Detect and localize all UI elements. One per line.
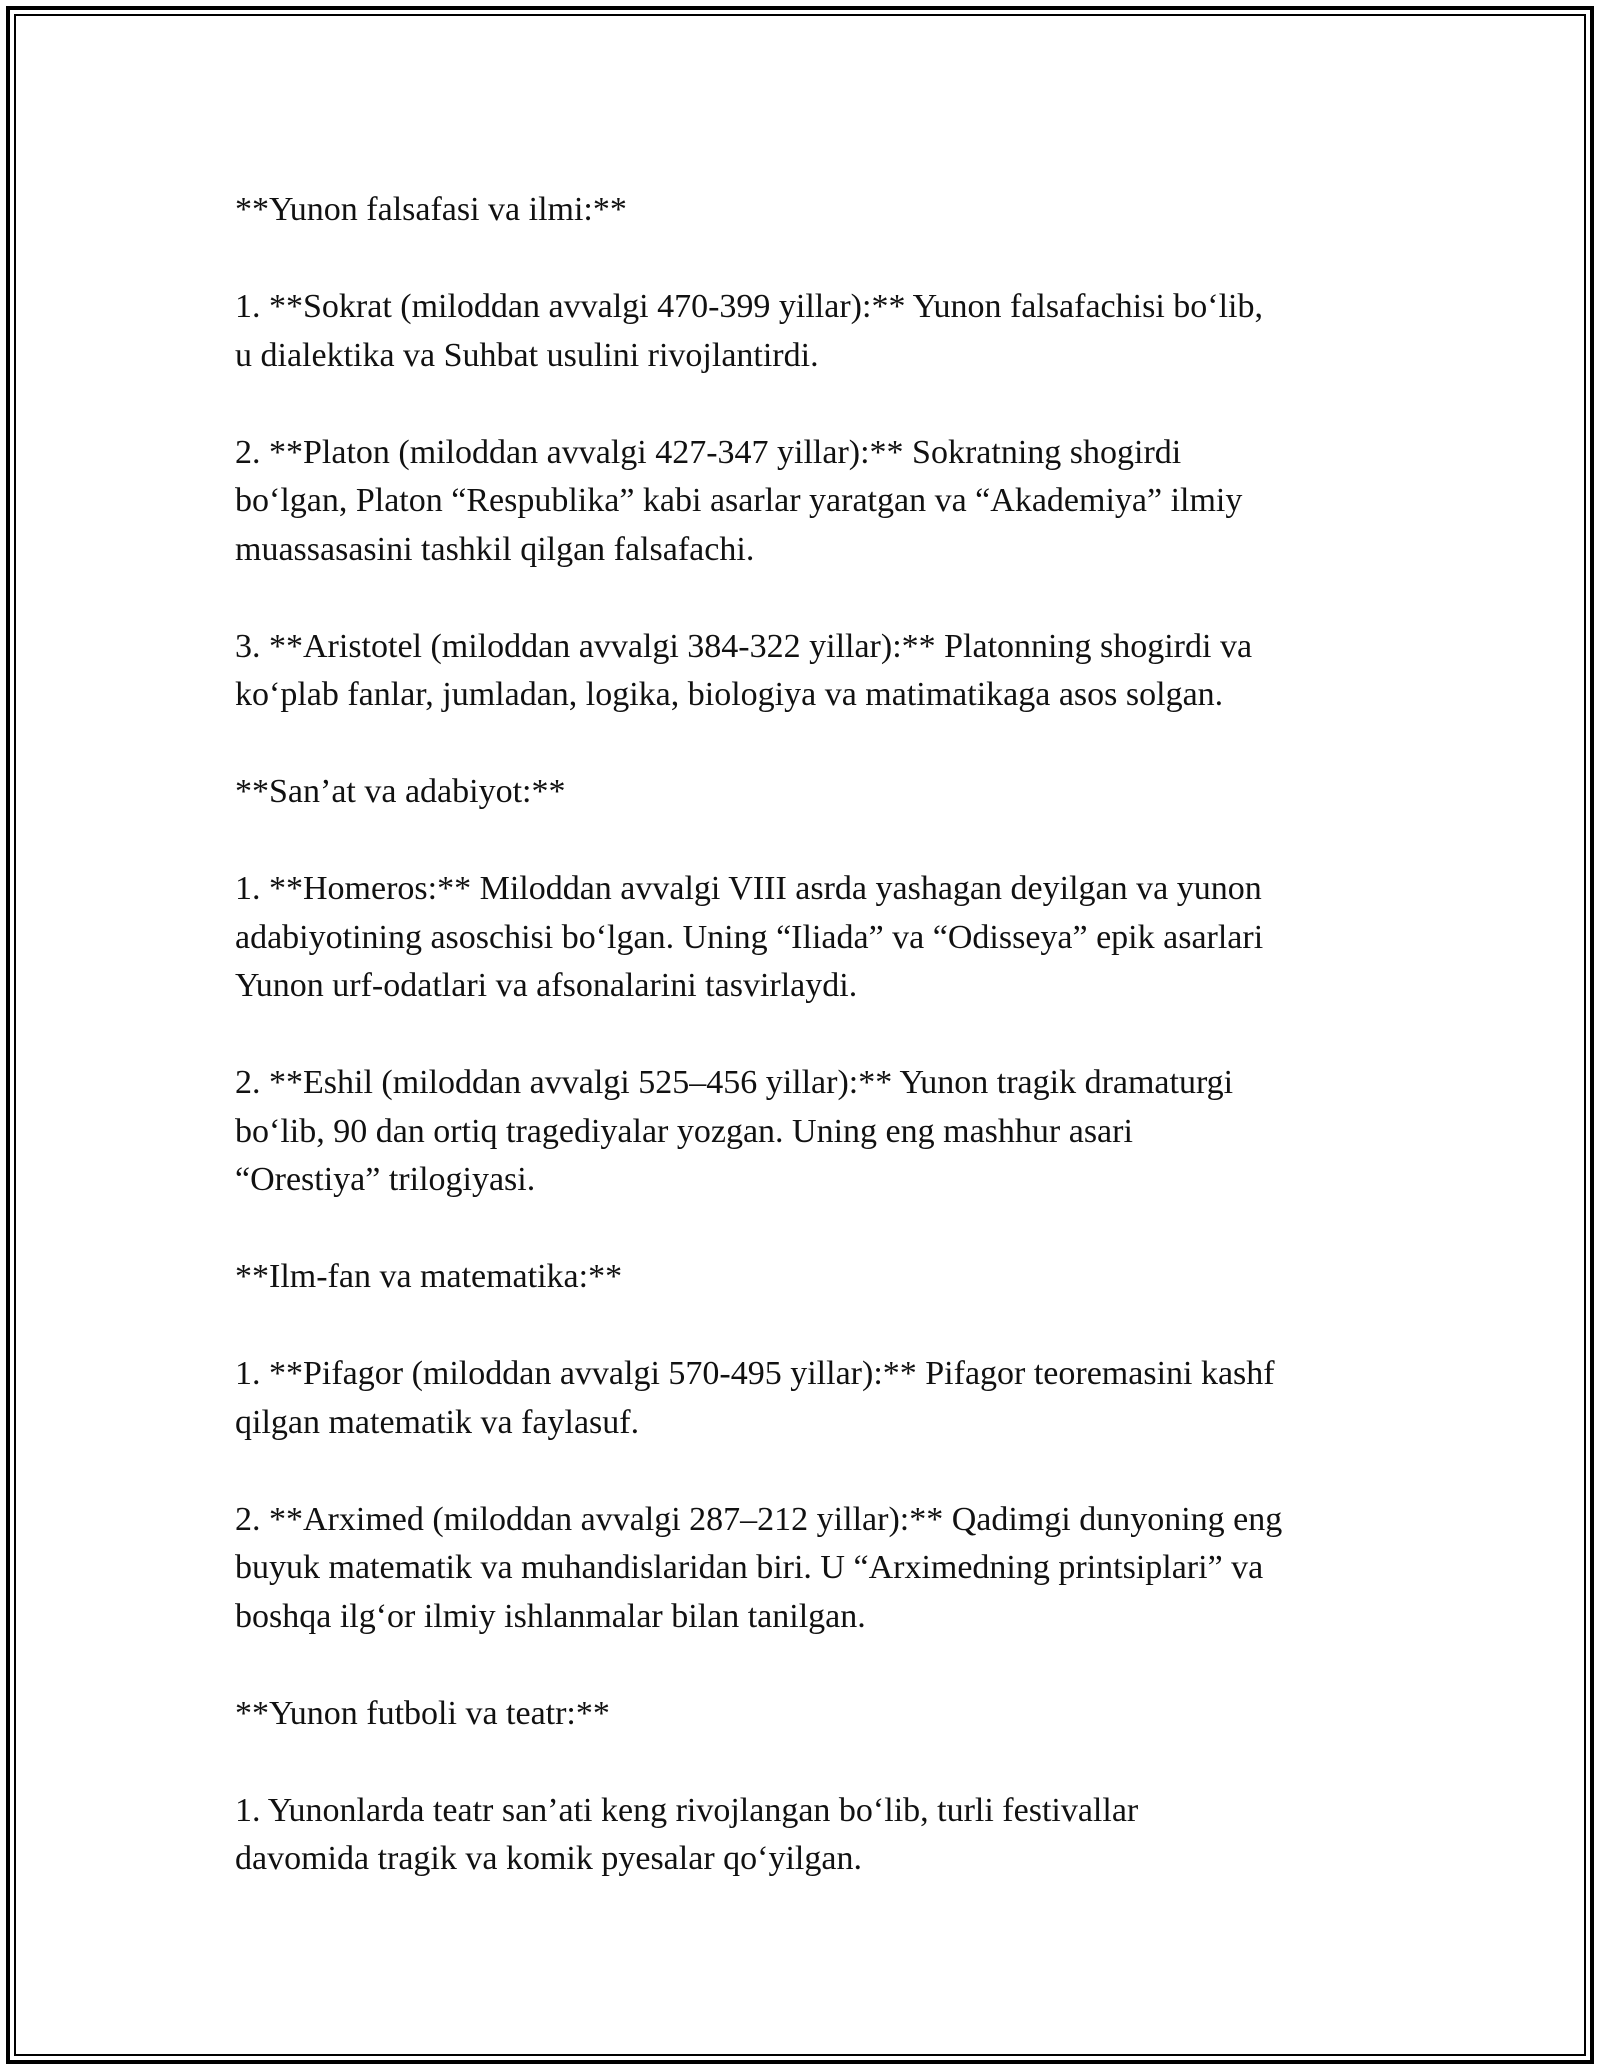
text-line: davomida tragik va komik pyesalar qo‘yilgan. [235,1840,862,1877]
text-line: **Yunon falsafasi va ilmi:** [235,191,627,228]
text-line: 1. **Homeros:** Miloddan avvalgi VIII asrda yashagan deyilgan va yunon [235,870,1262,907]
section-heading-art [235,768,1385,817]
text-line: **Ilm-fan va matematika:** [235,1258,623,1295]
text-line: 1. **Sokrat (miloddan avvalgi 470-399 yillar):** Yunon falsafachisi bo‘lib, [235,288,1263,325]
text-line: ko‘plab fanlar, jumladan, logika, biologiya va matimatikaga asos solgan. [235,676,1224,713]
list-item-theatre [235,1787,1385,1884]
section-heading-science [235,1253,1385,1302]
text-line: 1. **Pifagor (miloddan avvalgi 570-495 yillar):** Pifagor teoremasini kashf [235,1355,1275,1392]
text-line: “Orestiya” trilogiyasi. [235,1161,536,1198]
text-line: **San’at va adabiyot:** [235,773,566,810]
list-item-platon [235,429,1385,575]
text-line: 2. **Arximed (miloddan avvalgi 287–212 yillar):** Qadimgi dunyoning eng [235,1500,1283,1538]
text-line: 3. **Aristotel (miloddan avvalgi 384-322 yillar):** Platonning shogirdi va [235,627,1253,665]
list-item-homeros [235,865,1385,1011]
text-line: 2. **Eshil (miloddan avvalgi 525–456 yillar):** Yunon tragik dramaturgi [235,1064,1234,1101]
text-line: bo‘lib, 90 dan ortiq tragediyalar yozgan. Uning eng mashhur asari [235,1112,1133,1150]
list-item-sokrat [235,283,1385,380]
list-item-eshil [235,1059,1385,1205]
text-line: qilgan matematik va faylasuf. [235,1403,640,1441]
document-body [235,186,1385,1932]
text-line: u dialektika va Suhbat usulini rivojlantirdi. [235,336,819,374]
text-line: 2. **Platon (miloddan avvalgi 427-347 yillar):** Sokratning shogirdi [235,433,1182,471]
section-heading-theatre [235,1690,1385,1739]
text-line: **Yunon futboli va teatr:** [235,1694,610,1732]
text-line: 1. Yunonlarda teatr san’ati keng rivojlangan bo‘lib, turli festivallar [235,1791,1139,1829]
text-line: buyuk matematik va muhandislaridan biri. U “Arximedning printsiplari” va [235,1549,1264,1586]
list-item-pifagor [235,1350,1385,1447]
list-item-aristotel [235,623,1385,720]
text-line: Yunon urf-odatlari va afsonalarini tasvirlaydi. [235,967,858,1004]
section-heading-philosophy [235,186,1385,235]
text-line: adabiyotining asoschisi bo‘lgan. Uning “Iliada” va “Odisseya” epik asarlari [235,918,1264,956]
text-line: boshqa ilg‘or ilmiy ishlanmalar bilan tanilgan. [235,1597,866,1635]
text-line: bo‘lgan, Platon “Respublika” kabi asarlar yaratgan va “Akademiya” ilmiy [235,482,1243,519]
text-line: muassasasini tashkil qilgan falsafachi. [235,530,755,568]
list-item-arximed [235,1496,1385,1642]
